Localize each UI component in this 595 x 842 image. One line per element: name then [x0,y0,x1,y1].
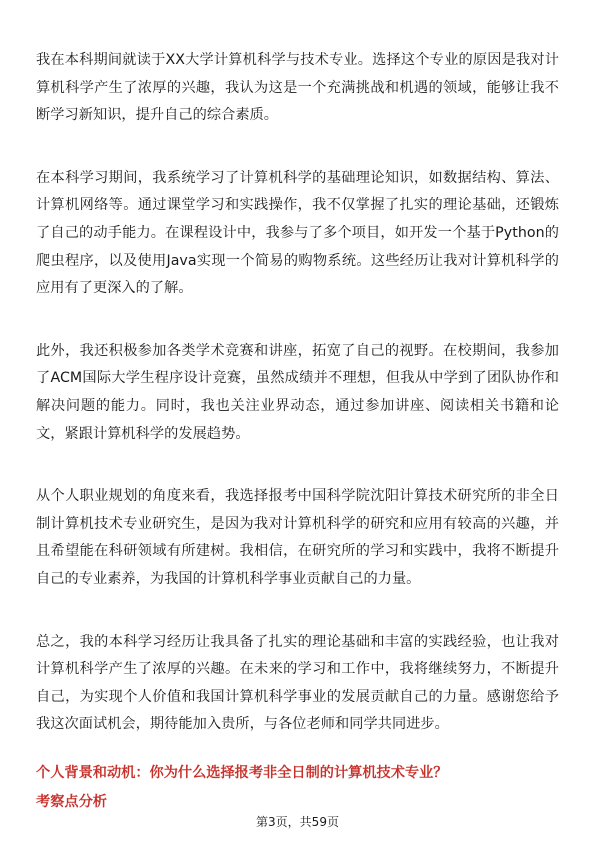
paragraph-undergraduate-major: 我在本科期间就读于XX大学计算机科学与技术专业。选择这个专业的原因是我对计算机科学产生了浓厚的兴趣，我认为这是一个充满挑战和机遇的领域，能够让我不断学习新知识，提升自己的综合素质。 [36,52,559,124]
document-body [36,47,559,816]
page-number-footer: 第3页，共59页 [256,815,339,829]
analysis-heading: 考察点分析 [36,793,107,810]
paragraph-competitions: 此外，我还积极参加各类学术竞赛和讲座，拓宽了自己的视野。在校期间，我参加了ACM国际大学生程序设计竞赛，虽然成绩并不理想，但我从中学到了团队协作和解决问题的能力。同时，我也关注业界动态，通过参加讲座、阅读相关书籍和论文，紧跟计算机科学的发展趋势。 [36,342,559,442]
interview-question: 个人背景和动机：你为什么选择报考非全日制的计算机技术专业？ [36,764,448,781]
paragraph-conclusion: 总之，我的本科学习经历让我具备了扎实的理论基础和丰富的实践经验，也让我对计算机科学产生了浓厚的兴趣。在未来的学习和工作中，我将继续努力，不断提升自己，为实现个人价值和我国计算机科学事业的发展贡献自己的力量。感谢您给予我这次面试机会，期待能加入贵所，与各位老师和同学共同进步。 [36,633,559,733]
paragraph-career-plan: 从个人职业规划的角度来看，我选择报考中国科学院沈阳计算技术研究所的非全日制计算机技术专业研究生，是因为我对计算机科学的研究和应用有较高的兴趣，并且希望能在科研领域有所建树。我相信，在研究所的学习和实践中，我将不断提升自己的专业素养，为我国的计算机科学事业贡献自己的力量。 [36,488,559,587]
paragraph-study-experience: 在本科学习期间，我系统学习了计算机科学的基础理论知识，如数据结构、算法、计算机网络等。通过课堂学习和实践操作，我不仅掌握了扎实的理论基础，还锻炼了自己的动手能力。在课程设计中，我参与了多个项目，如开发一个基于Python的爬虫程序，以及使用Java实现一个简易的购物系统。这些经历让我对计算机科学的应用有了更深入的了解。 [36,169,559,297]
